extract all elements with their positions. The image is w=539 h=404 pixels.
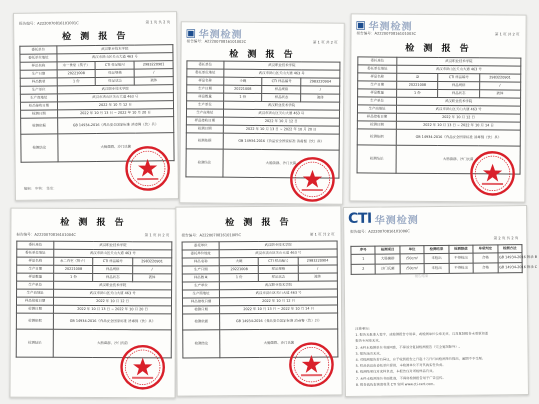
note-line: 3. 报告涂改无效。 xyxy=(355,351,383,356)
end-of-report-mark: 报告结束 xyxy=(414,274,429,279)
note-line: 7. 未经本检测单位书面批准，不得将检测报告用于广告宣传。 xyxy=(355,375,446,381)
notes-title: 注意事项： xyxy=(355,326,372,331)
page-number: 第 1 页 共 2 页 xyxy=(144,233,170,238)
note-line: 6. 检测结果仅对来样负责，本报告仅对所检样品有效。 xyxy=(355,369,436,375)
table-row: 1 大肠菌群 /50cm² 未检出 不得检出 合格 GB 14934-2016 附录 B xyxy=(351,253,522,265)
report-sheet-5 xyxy=(175,205,342,396)
note-line: 8. 报告真伪查询请登录 CTI 官网 www.cti-cert.com。 xyxy=(355,381,437,387)
note-line: 2. 未经本检测单位书面同意，不得部分复制检测报告（完全复制除外）。 xyxy=(355,344,462,350)
note-line: 4. 对检测报告若有异议，应于收到报告之日起十五日内向检测单位提出，逾期不予受理。 xyxy=(355,356,486,362)
col-header: 序号 xyxy=(351,246,376,254)
report-info-table: 委托单位 武汉职业技术学院 委托单位地址 武汉市洪山区关山大道 463 号 样品名称 水二食堂（筷子） CTI 样品编号 2983220901 生产日期 20221008 样品规格 / 样品数量 1 份 样品状态 液体 生产单位 武汉职业技术学院 生产商地址 武汉市洪山区关山大道 463 号 样品接收日期 2022 年 10 月 12 日 检测日期 2022 年 10 月 13 日 ~ 2022 年 10 月 20 日 检测依据 GB 14934-2016《食品安全国家标准 消毒餐（饮）具》 检测结论 大肠菌群、沙门氏菌 xyxy=(16,241,173,359)
report-sheet-1 xyxy=(13,11,179,201)
signature-line: 编制： 审核： 签发： xyxy=(23,186,57,191)
report-info-table: 委托单位 武汉职业技术学院 委托单位地址 武汉市洪山区关山大道 463 号 样品名称 水一食堂（筷子） CTI 样品编号 2983220901 生产日期 20221008 样品规格 / 样品数量 1 份 样品状态 液体 生产单位 武汉职业技术学院 生产商地址 武汉市洪山区关山大道 463 号 样品接收日期 2022 年 10 月 12 日 检测日期 2022 年 10 月 13 日 ~ 2022 年 10 月 20 日 检测依据 GB 14934-2016《食品安全国家标准 消毒餐（饮）具》 检测结论 大肠菌群、沙门氏菌 xyxy=(19,44,174,163)
report-title: 检 测 报 告 xyxy=(60,217,127,229)
report-number: 报告编号：A2220070816101002C xyxy=(186,39,247,44)
company-logo xyxy=(348,210,419,227)
red-seal-stamp xyxy=(123,144,172,193)
report-sheet-6-detail xyxy=(343,205,538,397)
report-info-table: 委托单位 武汉职业技术学院 委托单位地址 武汉市洪山区关山大道 463 号 样品名称 小碗 CTI 样品编号 2983220904 生产日期 20221008 样品规格 / 样品数量 1 份 样品状态 液体 生产单位 武汉职业技术学院 生产商地址 武汉市洪山区关山大道 463 号 样品接收日期 2022 年 10 月 12 日 检测日期 2022 年 10 月 13 日 ~ 2022 年 10 月 20 日 检测依据 GB 14934-2016《食品安全国家标准 消毒餐（饮）具》 检测结论 大肠菌群、沙门氏菌 xyxy=(185,60,340,178)
report-notes xyxy=(355,324,520,388)
red-seal-stamp xyxy=(288,155,336,203)
report-title: 检 测 报 告 xyxy=(229,49,296,61)
report-info-table: 委托单位 武汉职业技术学院 委托单位地址 武汉市洪山区关山大道 463 号 样品名称 大碗 CTI 样品编号 2983220904 生产日期 20221008 样品规格 / 样品数量 1 份 样品状态 液体 生产单位 武汉职业技术学院 生产商地址 武汉市洪山区关山大道 463 号 样品接收日期 2022 年 10 月 12 日 检测日期 2022 年 10 月 13 日 ~ 2022 年 10 月 14 日 检测依据 GB 14934-2016《食品安全国家标准 消毒餐（饮）具》 检测结论 大肠菌群、沙门氏菌 xyxy=(182,240,339,358)
report-title: 检 测 报 告 xyxy=(405,43,472,55)
report-title: 检 测 报 告 xyxy=(225,217,292,229)
red-seal-stamp xyxy=(119,343,167,391)
col-header: 检测限值 xyxy=(449,245,474,253)
col-header: 检测方法 xyxy=(497,245,522,253)
table-row: 2 沙门氏菌 /50cm² 未检出 不得检出 合格 GB 14934-2016 附录 C xyxy=(351,263,522,275)
report-sheet-4 xyxy=(10,208,177,399)
test-results-table xyxy=(350,244,538,275)
report-title: 检 测 报 告 xyxy=(62,31,129,43)
red-seal-stamp xyxy=(468,149,516,197)
company-logo: ▣ 华测检测 xyxy=(355,18,413,33)
report-sheet-2 xyxy=(179,21,345,204)
col-header: 检测项目 xyxy=(375,246,400,254)
cti-logo-mark: CTI xyxy=(348,210,372,227)
page-number: 第 1 页 共 2 页 xyxy=(494,32,520,37)
col-header: 单项判定 xyxy=(473,245,498,253)
page-number: 第 1 页 共 2 页 xyxy=(312,40,338,45)
page-number: 第 1 页 共 2 页 xyxy=(309,232,335,237)
note-line: 报告专用章无效。 xyxy=(355,338,382,344)
report-info-table: 委托单位 武汉职业技术学院 委托单位地址 武汉市洪山区关山大道 463 号 样品名称 盘 CTI 样品编号 2983220901 生产日期 20221008 样品规格 / 样品数量 1 份 样品状态 液体 生产单位 武汉职业技术学院 生产商地址 武汉市洪山区关山大道 463 号 样品接收日期 2022 年 10 月 12 日 检测日期 2022 年 10 月 13 日 ~ 2022 年 10 月 14 日 检测依据 GB 14934-2016《食品安全国家标准 消毒餐（饮）具》 检测结论 大肠菌群、沙门氏菌 xyxy=(357,56,522,174)
page-number: 第 2 页 共 2 页 xyxy=(493,236,519,241)
report-number: 报告编号：A2220070816101006C xyxy=(350,229,410,234)
note-line: 5. 样品信息由委托单位提供，本检测单位不对其真实性负责。 xyxy=(355,363,446,369)
company-logo: ▣ 华测检测 xyxy=(185,26,243,41)
report-sheet-3 xyxy=(349,13,526,202)
report-number: 报告编号：A2220070816101005C xyxy=(181,233,242,238)
page-number: 第 1 页 共 2 页 xyxy=(145,20,171,25)
red-seal-stamp xyxy=(287,340,335,388)
report-number: 报告编号：A2220070816101003C xyxy=(356,31,417,36)
report-number: 报告编号：A2220070816101004C xyxy=(16,232,76,237)
note-line: 1. 报告无批准人签字，或检测报告专用章，或检测单位公章无效，以及复制报告未重新加盖 xyxy=(355,331,489,338)
report-number: 报告编号：A2220070816101001C xyxy=(19,21,79,26)
cti-logo-text: 华测检测 xyxy=(374,214,419,227)
col-header: 检测结果 xyxy=(424,245,449,253)
col-header: 单位 xyxy=(400,246,425,254)
